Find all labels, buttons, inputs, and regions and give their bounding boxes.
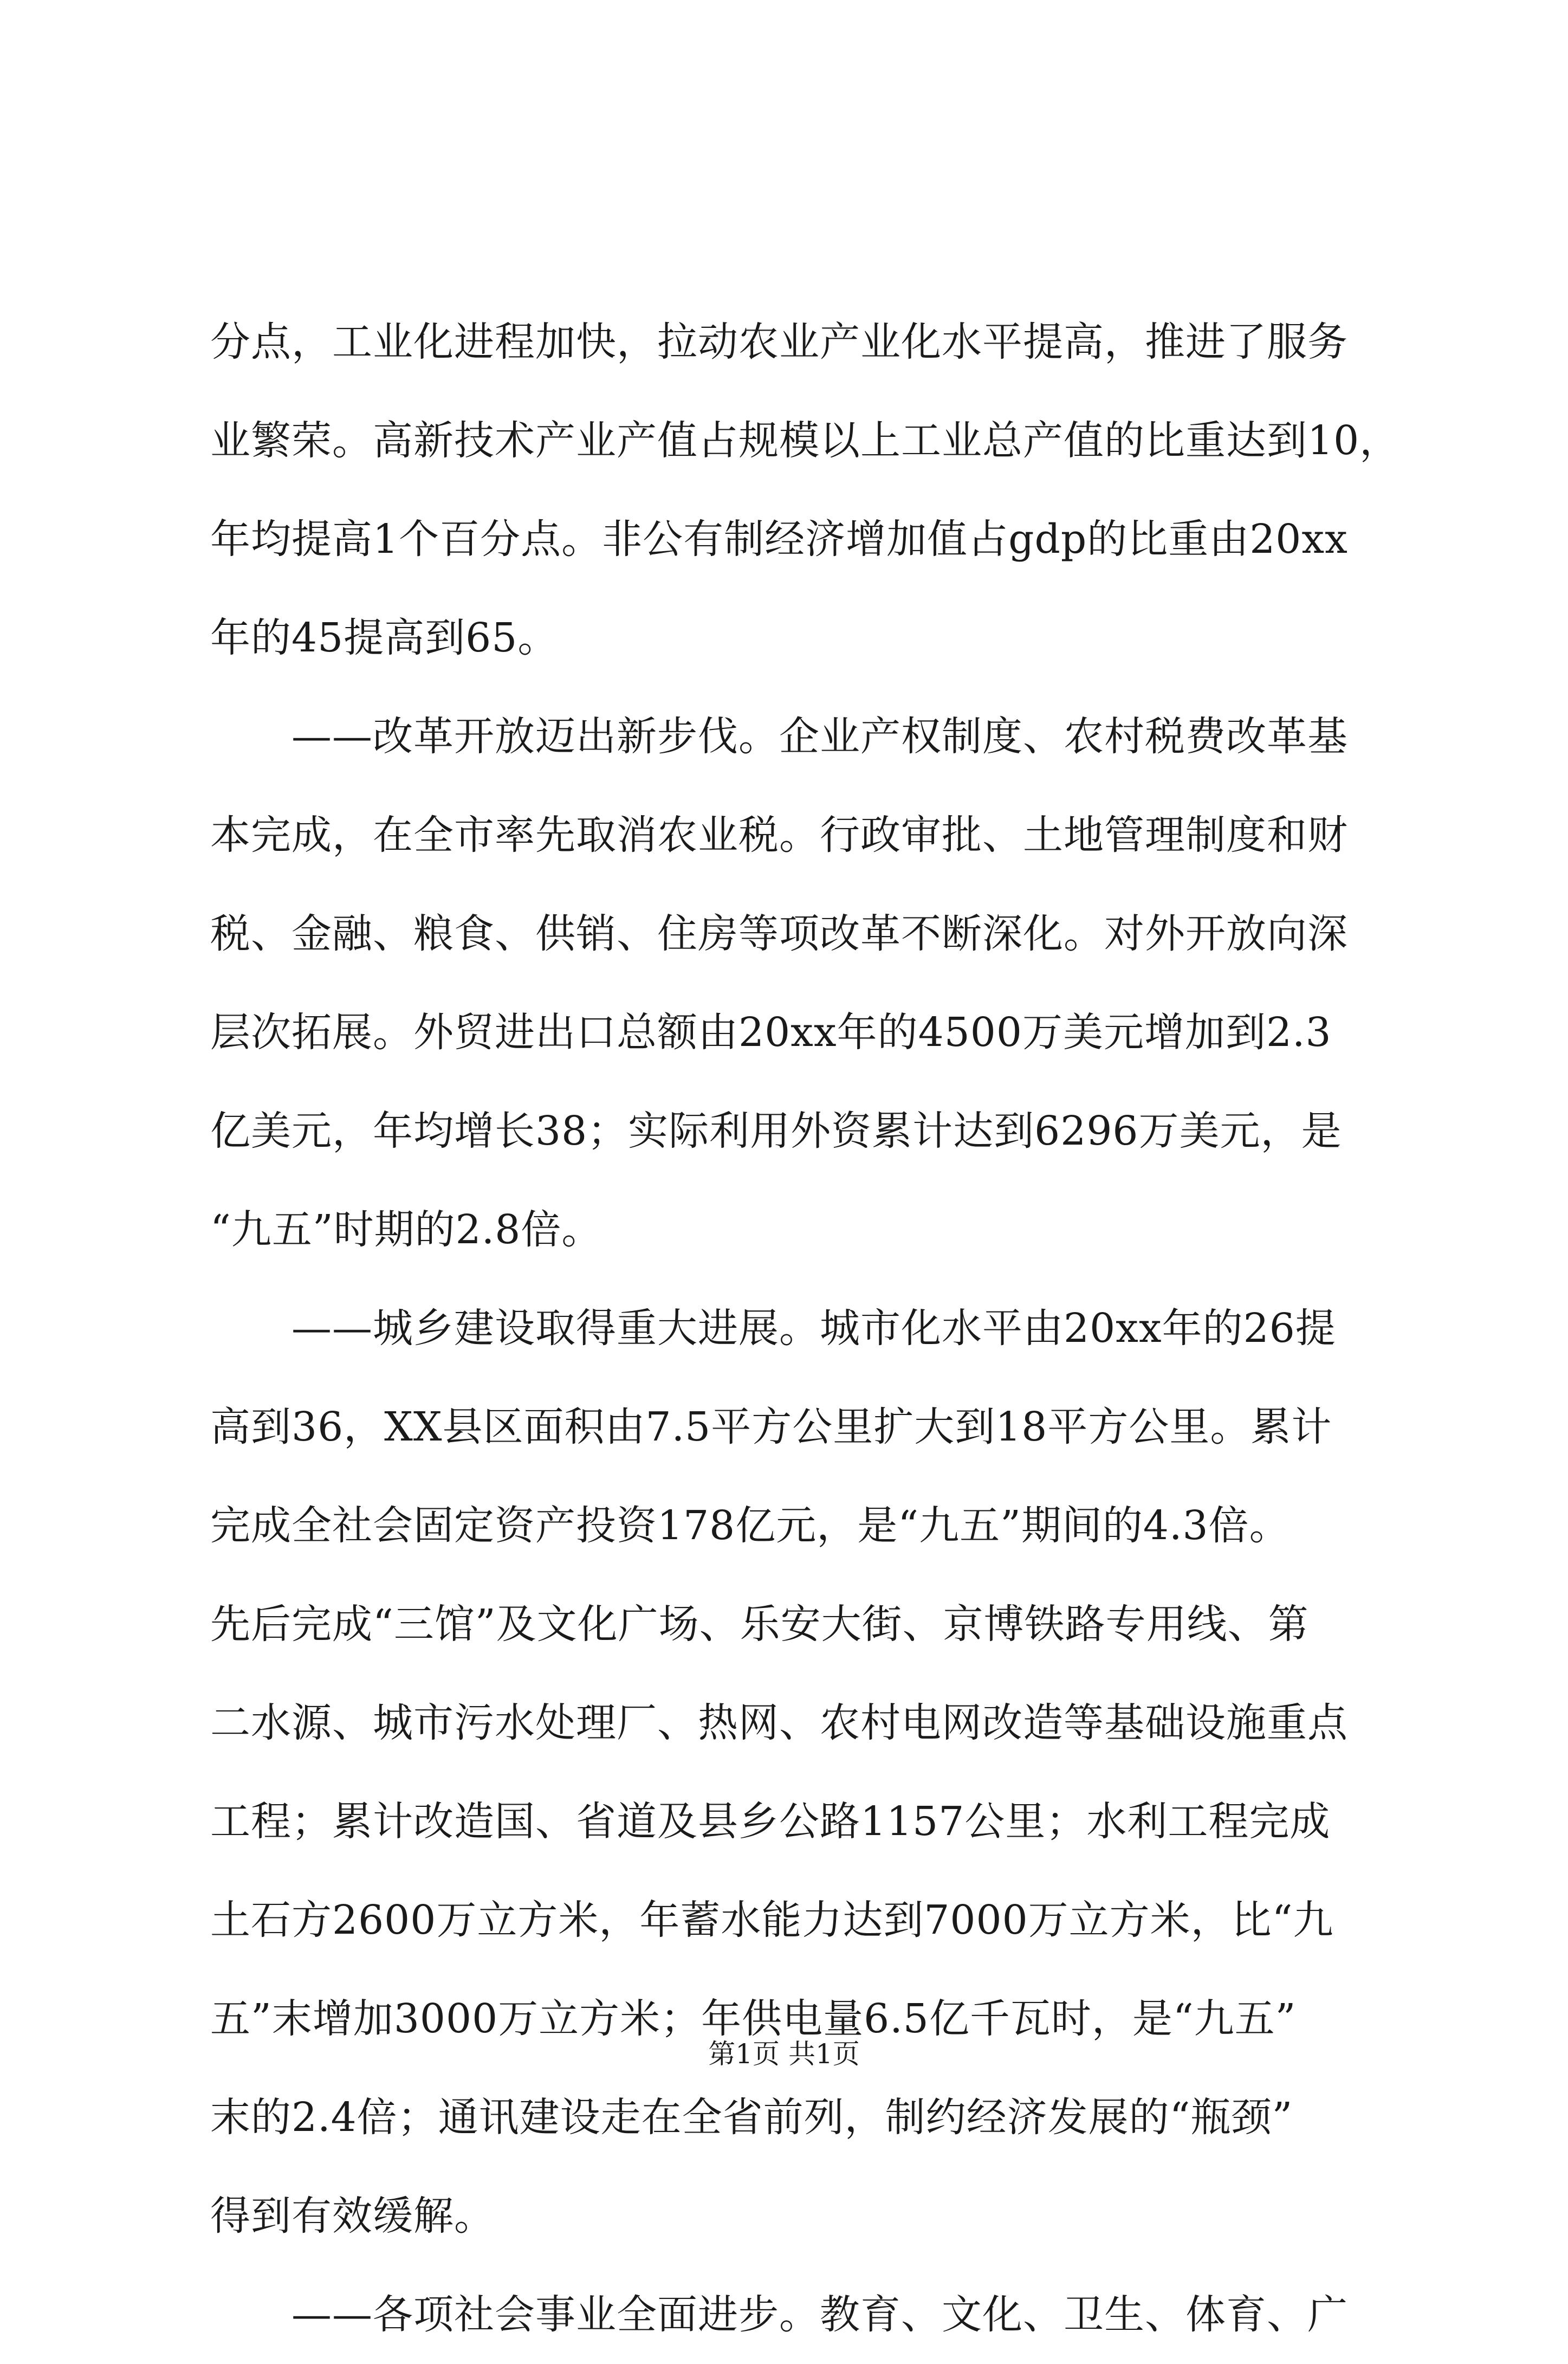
text-line: 高到36，XX县区面积由7.5平方公里扩大到18平方公里。累计	[210, 1404, 1332, 1450]
text-line: 得到有效缓解。	[210, 2193, 495, 2239]
text-line: 二水源、城市污水处理厂、热网、农村电网改造等基础设施重点	[210, 1700, 1348, 1746]
text-line: 亿美元，年均增长38；实际利用外资累计达到6296万美元，是	[210, 1108, 1342, 1154]
text-line: 本完成，在全市率先取消农业税。行政审批、土地管理制度和财	[210, 812, 1348, 858]
text-line: 末的2.4倍；通讯建设走在全省前列，制约经济发展的“瓶颈”	[210, 2094, 1293, 2141]
text-line: ——改革开放迈出新步伐。企业产权制度、农村税费改革基	[291, 713, 1348, 760]
text-line: 层次拓展。外贸进出口总额由20xx年的4500万美元增加到2.3	[210, 1009, 1332, 1056]
text-line: 业繁荣。高新技术产业产值占规模以上工业总产值的比重达到10，	[210, 417, 1401, 464]
text-line: ——各项社会事业全面进步。教育、文化、卫生、体育、广	[291, 2291, 1348, 2338]
text-line: 年的45提高到65。	[210, 615, 559, 661]
text-line: 年均提高1个百分点。非公有制经济增加值占gdp的比重由20xx	[210, 516, 1348, 563]
text-line: 分点，工业化进程加快，拉动农业产业化水平提高，推进了服务	[210, 319, 1348, 365]
text-line: 工程；累计改造国、省道及县乡公路1157公里；水利工程完成	[210, 1798, 1331, 1845]
text-line: 五”末增加3000万立方米；年供电量6.5亿千瓦时，是“九五”	[210, 1995, 1297, 2042]
text-line: 税、金融、粮食、供销、住房等项改革不断深化。对外开放向深	[210, 910, 1348, 957]
text-line: 完成全社会固定资产投资178亿元，是“九五”期间的4.3倍。	[210, 1502, 1290, 1549]
text-line: 土石方2600万立方米，年蓄水能力达到7000万立方米，比“九	[210, 1897, 1334, 1943]
text-line: “九五”时期的2.8倍。	[210, 1206, 602, 1253]
page-footer: 第1页 共1页	[708, 2038, 860, 2070]
text-line: 先后完成“三馆”及文化广场、乐安大街、京博铁路专用线、第	[210, 1601, 1309, 1648]
text-line: ——城乡建设取得重大进展。城市化水平由20xx年的26提	[291, 1305, 1336, 1352]
